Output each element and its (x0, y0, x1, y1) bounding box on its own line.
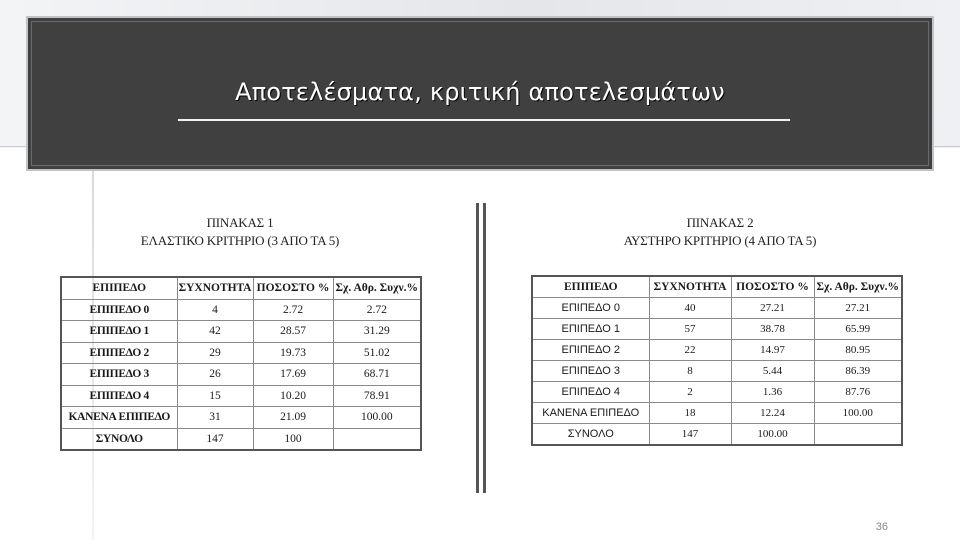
table1-row (61, 385, 421, 407)
table2-header-cell: Σχ. Αθρ. Συχν.% (814, 276, 902, 298)
table1-cell: 19.73 (253, 342, 333, 364)
table1-cell: 15 (177, 385, 253, 407)
table1-row (61, 299, 421, 321)
table1-cell: 100.00 (333, 407, 421, 429)
table2-cell: 100.00 (814, 403, 902, 424)
table1-cell: ΚΑΝΕΝΑ ΕΠΙΠΕΔΟ (61, 407, 177, 429)
table2-cell: 57 (649, 319, 731, 340)
table1-cell: 42 (177, 321, 253, 343)
table1-cell: ΕΠΙΠΕΔΟ 1 (61, 321, 177, 343)
table2-cell: 27.21 (814, 298, 902, 319)
table2-cell: 100.00 (731, 424, 814, 446)
table2-caption-subtitle: ΑΥΣΤΗΡΟ ΚΡΙΤΗΡΙΟ (4 ΑΠΟ ΤΑ 5) (623, 233, 817, 248)
table2-cell: ΕΠΙΠΕΔΟ 0 (532, 298, 649, 319)
table2-row (532, 424, 902, 446)
table2-header-cell: ΕΠΙΠΕΔΟ (532, 276, 649, 298)
table1-cell: 78.91 (333, 385, 421, 407)
table2-row (532, 319, 902, 340)
table1-cell: 28.57 (253, 321, 333, 343)
table2-cell: 1.36 (731, 382, 814, 403)
table2-row (532, 361, 902, 382)
table1-row (61, 342, 421, 364)
table2-cell: 8 (649, 361, 731, 382)
table2-cell: 40 (649, 298, 731, 319)
table1-row (61, 407, 421, 429)
table2-caption-title: ΠΙΝΑΚΑΣ 2 (686, 215, 754, 230)
table2-row (532, 340, 902, 361)
table1-cell: ΣΥΝΟΛΟ (61, 428, 177, 450)
table1-cell: 31 (177, 407, 253, 429)
table2-cell: 5.44 (731, 361, 814, 382)
table1-cell: 2.72 (253, 299, 333, 321)
table2-header-row (532, 276, 902, 298)
table2-cell: 27.21 (731, 298, 814, 319)
table2-cell: 38.78 (731, 319, 814, 340)
table2-cell: ΕΠΙΠΕΔΟ 3 (532, 361, 649, 382)
table1 (60, 276, 422, 451)
table1-cell: ΕΠΙΠΕΔΟ 0 (61, 299, 177, 321)
table2-row (532, 298, 902, 319)
table1-cell: ΕΠΙΠΕΔΟ 3 (61, 364, 177, 386)
page-number: 36 (875, 521, 888, 533)
table1-cell: 68.71 (333, 364, 421, 386)
table1-header-cell: ΣΥΧΝΟΤΗΤΑ (177, 277, 253, 299)
table1-cell: 147 (177, 428, 253, 450)
table2 (531, 275, 903, 446)
table1-cell: 100 (253, 428, 333, 450)
table2-cell: ΕΠΙΠΕΔΟ 2 (532, 340, 649, 361)
table1-caption-title: ΠΙΝΑΚΑΣ 1 (206, 215, 274, 230)
table1-cell: 4 (177, 299, 253, 321)
table1-cell: 10.20 (253, 385, 333, 407)
table1-cell: ΕΠΙΠΕΔΟ 4 (61, 385, 177, 407)
table1-header-row (61, 277, 421, 299)
title-underline (178, 119, 790, 121)
table1-header-cell: Σχ. Αθρ. Συχν.% (333, 277, 421, 299)
table1-row (61, 428, 421, 450)
table2-row (532, 382, 902, 403)
table2-cell: 18 (649, 403, 731, 424)
table1-caption (120, 214, 360, 250)
slide-title: Αποτελέσματα, κριτική αποτελεσμάτων (235, 78, 725, 106)
table2-cell: 147 (649, 424, 731, 446)
table2-cell: 65.99 (814, 319, 902, 340)
table1-cell: ΕΠΙΠΕΔΟ 2 (61, 342, 177, 364)
table-divider (476, 203, 486, 493)
table2-cell: ΣΥΝΟΛΟ (532, 424, 649, 446)
table1-cell (333, 428, 421, 450)
table1-header-cell: ΕΠΙΠΕΔΟ (61, 277, 177, 299)
table1-header-cell: ΠΟΣΟΣΤΟ % (253, 277, 333, 299)
title-banner (26, 16, 934, 171)
table2-cell: 86.39 (814, 361, 902, 382)
table2-cell: ΕΠΙΠΕΔΟ 1 (532, 319, 649, 340)
decorative-line-right (930, 146, 960, 147)
table1-cell: 51.02 (333, 342, 421, 364)
table1-cell: 2.72 (333, 299, 421, 321)
table2-header-cell: ΣΥΧΝΟΤΗΤΑ (649, 276, 731, 298)
table2-cell: 14.97 (731, 340, 814, 361)
table1-cell: 21.09 (253, 407, 333, 429)
table1-cell: 26 (177, 364, 253, 386)
table2-caption (600, 214, 840, 250)
table1-row (61, 364, 421, 386)
table2-cell: 12.24 (731, 403, 814, 424)
table1-cell: 29 (177, 342, 253, 364)
table2-cell: 80.95 (814, 340, 902, 361)
table2-cell: ΕΠΙΠΕΔΟ 4 (532, 382, 649, 403)
table2-cell: 87.76 (814, 382, 902, 403)
table1-caption-subtitle: ΕΛΑΣΤΙΚΟ ΚΡΙΤΗΡΙΟ (3 ΑΠΟ ΤΑ 5) (140, 233, 340, 248)
table2-header-cell: ΠΟΣΟΣΤΟ % (731, 276, 814, 298)
table2-cell (814, 424, 902, 446)
table2-cell: 2 (649, 382, 731, 403)
table2-cell: ΚΑΝΕΝΑ ΕΠΙΠΕΔΟ (532, 403, 649, 424)
table2-cell: 22 (649, 340, 731, 361)
table2-row (532, 403, 902, 424)
table1-cell: 17.69 (253, 364, 333, 386)
table1-row (61, 321, 421, 343)
table1-cell: 31.29 (333, 321, 421, 343)
